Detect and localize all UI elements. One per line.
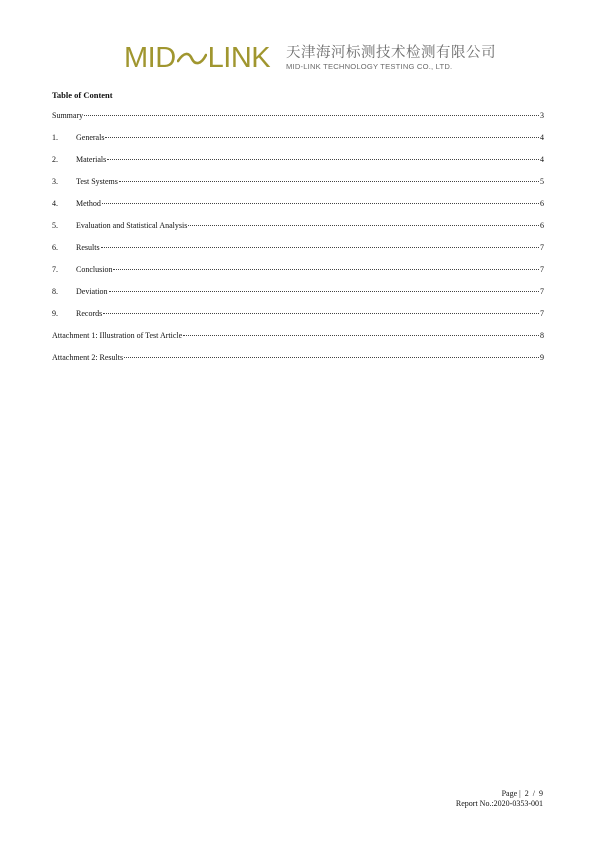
- page-indicator: [456, 789, 543, 799]
- toc-dot-leader: [119, 181, 539, 182]
- toc-entry-page: 6: [540, 199, 544, 208]
- toc-dot-leader: [188, 225, 539, 226]
- table-of-contents: [52, 110, 544, 374]
- toc-entry-label: Test Systems: [76, 177, 118, 186]
- toc-entry-label: Generals: [76, 133, 105, 142]
- toc-entry[interactable]: [52, 110, 544, 132]
- toc-entry-label: Results: [76, 243, 100, 252]
- toc-entry[interactable]: [52, 198, 544, 220]
- logo-text-left: MID: [124, 42, 176, 74]
- toc-entry-page: 9: [540, 353, 544, 362]
- page-label: Page |: [501, 789, 521, 798]
- toc-dot-leader: [124, 357, 539, 358]
- toc-entry[interactable]: [52, 220, 544, 242]
- toc-entry-number: 2.: [52, 155, 58, 164]
- toc-entry[interactable]: [52, 286, 544, 308]
- toc-entry-page: 4: [540, 133, 544, 142]
- toc-entry-label: Evaluation and Statistical Analysis: [76, 221, 188, 230]
- toc-entry[interactable]: [52, 154, 544, 176]
- toc-entry[interactable]: [52, 242, 544, 264]
- toc-entry[interactable]: [52, 132, 544, 154]
- logo-wordmark: [124, 42, 270, 74]
- toc-entry[interactable]: [52, 264, 544, 286]
- toc-entry-page: 5: [540, 177, 544, 186]
- toc-entry[interactable]: [52, 352, 544, 374]
- toc-entry-label: Summary: [52, 111, 84, 120]
- toc-entry-page: 6: [540, 221, 544, 230]
- toc-dot-leader: [113, 269, 539, 270]
- toc-entry-label: Attachment 1: Illustration of Test Article: [52, 331, 183, 340]
- toc-entry-number: 3.: [52, 177, 58, 186]
- toc-dot-leader: [107, 159, 539, 160]
- toc-entry-page: 8: [540, 331, 544, 340]
- toc-entry-label: Deviation: [76, 287, 108, 296]
- toc-entry-number: 9.: [52, 309, 58, 318]
- toc-entry-label: Conclusion: [76, 265, 113, 274]
- toc-entry-page: 7: [540, 309, 544, 318]
- toc-dot-leader: [101, 247, 539, 248]
- toc-entry-label: Records: [76, 309, 103, 318]
- page-current: 2: [524, 789, 529, 798]
- toc-dot-leader: [102, 203, 539, 204]
- toc-entry[interactable]: [52, 330, 544, 352]
- logo-text-right: LINK: [207, 42, 271, 74]
- toc-entry-page: 4: [540, 155, 544, 164]
- toc-entry[interactable]: [52, 176, 544, 198]
- toc-entry-label: Method: [76, 199, 101, 208]
- toc-entry-page: 3: [540, 111, 544, 120]
- toc-entry-label: Materials: [76, 155, 107, 164]
- toc-entry-number: 1.: [52, 133, 58, 142]
- company-name-en: MID-LINK TECHNOLOGY TESTING CO., LTD.: [286, 62, 453, 71]
- page-total: 9: [539, 789, 543, 798]
- page-footer: [456, 789, 543, 809]
- toc-entry-number: 7.: [52, 265, 58, 274]
- toc-dot-leader: [109, 291, 539, 292]
- logo-wave-icon: [177, 48, 207, 68]
- toc-entry-number: 8.: [52, 287, 58, 296]
- toc-entry-number: 6.: [52, 243, 58, 252]
- page-separator: /: [532, 789, 535, 798]
- toc-dot-leader: [105, 137, 539, 138]
- toc-entry-page: 7: [540, 243, 544, 252]
- toc-dot-leader: [183, 335, 539, 336]
- toc-entry-label: Attachment 2: Results: [52, 353, 124, 362]
- toc-entry-page: 7: [540, 265, 544, 274]
- toc-entry[interactable]: [52, 308, 544, 330]
- toc-entry-number: 5.: [52, 221, 58, 230]
- company-name-cn: 天津海河标测技术检测有限公司: [286, 45, 496, 61]
- report-number: Report No.:2020-0353-001: [455, 799, 543, 808]
- company-logo: [124, 42, 496, 76]
- toc-entry-page: 7: [540, 287, 544, 296]
- toc-dot-leader: [103, 313, 539, 314]
- toc-title: Table of Content: [52, 90, 113, 100]
- toc-entry-number: 4.: [52, 199, 58, 208]
- toc-dot-leader: [84, 115, 539, 116]
